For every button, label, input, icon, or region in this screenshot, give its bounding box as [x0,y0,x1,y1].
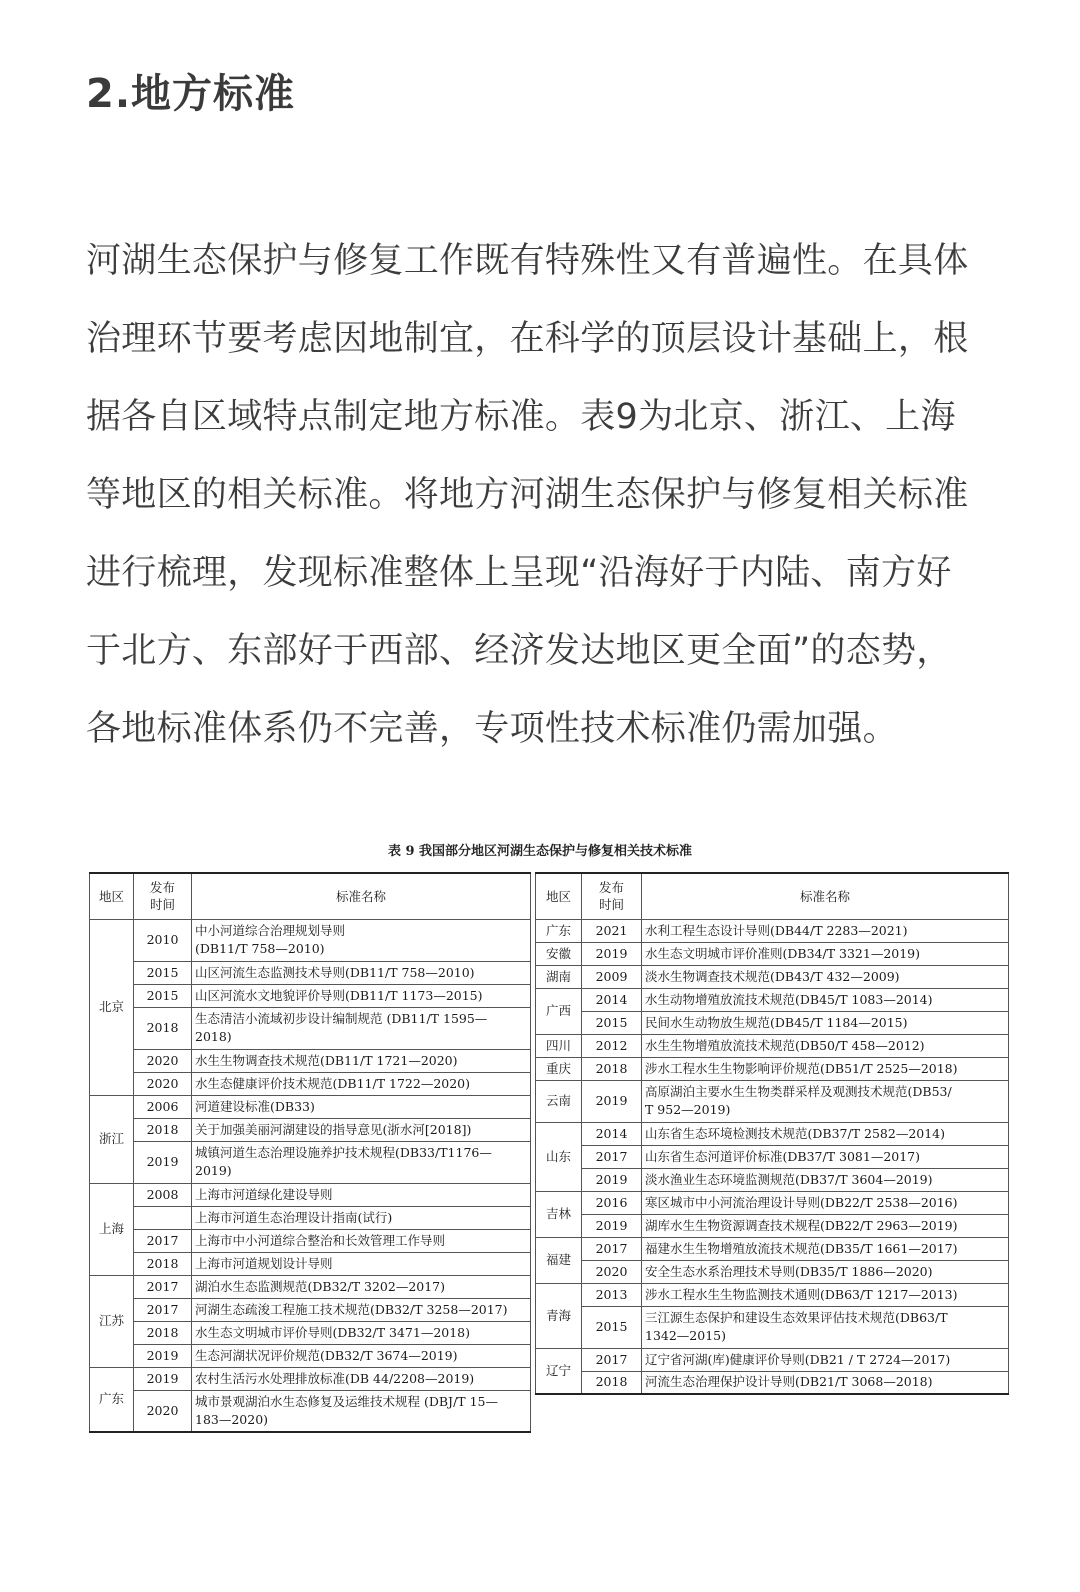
region-cell: 重庆 [536,1057,582,1080]
region-cell: 江苏 [90,1275,134,1367]
year-cell: 2017 [582,1145,642,1168]
year-cell: 2015 [582,1306,642,1348]
table-row [536,919,1009,942]
standard-name-cell: 水生生物增殖放流技术规范(DB50/T 458—2012) [642,1034,1009,1057]
table-row [536,942,1009,965]
paragraph-line: 各地标准体系仍不完善，专项性技术标准仍需加强。 [86,709,898,749]
table-row [90,1141,531,1183]
paragraph-line: 进行梳理，发现标准整体上呈现“沿海好于内陆、南方好 [86,553,952,593]
standard-name-cell: 山东省生态河道评价标准(DB37/T 3081—2017) [642,1145,1009,1168]
table-row [536,1122,1009,1145]
standards-table-right [535,872,1009,1395]
year-cell: 2019 [134,1141,192,1183]
region-cell: 湖南 [536,965,582,988]
year-cell: 2009 [582,965,642,988]
table-row [536,1168,1009,1191]
year-cell: 2015 [134,961,192,984]
region-cell: 云南 [536,1080,582,1122]
table-row [536,1034,1009,1057]
table-row [90,1390,531,1432]
body-paragraph [86,222,1026,768]
standard-name-cell: 湖库水生生物资源调查技术规程(DB22/T 2963—2019) [642,1214,1009,1237]
table-row [90,919,531,961]
header-region: 地区 [90,873,134,919]
standard-name-cell: 河道建设标准(DB33) [192,1095,531,1118]
standard-name-cell: 上海市中小河道综合整治和长效管理工作导则 [192,1229,531,1252]
standard-name-cell: 寒区城市中小河流治理设计导则(DB22/T 2538—2016) [642,1191,1009,1214]
standard-name-cell: 涉水工程水生生物影响评价规范(DB51/T 2525—2018) [642,1057,1009,1080]
year-cell: 2016 [582,1191,642,1214]
table-caption: 表 9 我国部分地区河湖生态保护与修复相关技术标准 [387,844,693,859]
paragraph-line: 等地区的相关标准。将地方河湖生态保护与修复相关标准 [86,475,969,515]
standard-name-cell: 河流生态治理保护设计导则(DB21/T 3068—2018) [642,1371,1009,1394]
region-cell: 上海 [90,1183,134,1275]
region-cell: 浙江 [90,1095,134,1183]
standard-name-cell: 上海市河道绿化建设导则 [192,1183,531,1206]
region-cell: 广东 [90,1367,134,1432]
table-row [90,1298,531,1321]
standard-name-cell: 上海市河道规划设计导则 [192,1252,531,1275]
region-cell: 安徽 [536,942,582,965]
table-row [90,1275,531,1298]
standard-name-cell: 生态河湖状况评价规范(DB32/T 3674—2019) [192,1344,531,1367]
standard-name-cell: 山区河流生态监测技术导则(DB11/T 758—2010) [192,961,531,984]
paragraph-line: 于北方、东部好于西部、经济发达地区更全面”的态势， [86,631,952,671]
table-row [90,1321,531,1344]
standard-name-cell: 中小河道综合治理规划导则 (DB11/T 758—2010) [192,919,531,961]
year-cell: 2008 [134,1183,192,1206]
region-cell: 辽宁 [536,1348,582,1394]
standard-name-cell: 福建水生生物增殖放流技术规范(DB35/T 1661—2017) [642,1237,1009,1260]
table-row [90,1367,531,1390]
standard-name-cell: 湖泊水生态监测规范(DB32/T 3202—2017) [192,1275,531,1298]
paragraph-line: 河湖生态保护与修复工作既有特殊性又有普遍性。在具体 [86,241,969,281]
year-cell: 2020 [134,1390,192,1432]
standard-name-cell: 城镇河道生态治理设施养护技术规程(DB33/T1176— 2019) [192,1141,531,1183]
paragraph-line: 据各自区域特点制定地方标准。表9为北京、浙江、上海 [86,397,956,437]
table-row [90,984,531,1007]
region-cell: 青海 [536,1283,582,1348]
table-row [90,1072,531,1095]
region-cell: 山东 [536,1122,582,1191]
table-row [90,1206,531,1229]
table-row [536,1214,1009,1237]
year-cell: 2020 [134,1049,192,1072]
year-cell: 2019 [582,1168,642,1191]
standard-name-cell: 水利工程生态设计导则(DB44/T 2283—2021) [642,919,1009,942]
table-row [90,1118,531,1141]
table-row [90,1007,531,1049]
year-cell: 2018 [134,1252,192,1275]
standard-name-cell: 水生态文明城市评价导则(DB32/T 3471—2018) [192,1321,531,1344]
year-cell: 2019 [582,1214,642,1237]
standard-name-cell: 山区河流水文地貌评价导则(DB11/T 1173—2015) [192,984,531,1007]
year-cell: 2017 [134,1275,192,1298]
year-cell: 2010 [134,919,192,961]
table-row [536,1306,1009,1348]
standard-name-cell: 山东省生态环境检测技术规范(DB37/T 2582—2014) [642,1122,1009,1145]
header-name: 标准名称 [192,873,531,919]
standard-name-cell: 民间水生动物放生规范(DB45/T 1184—2015) [642,1011,1009,1034]
year-cell: 2017 [582,1348,642,1371]
table-row [536,1371,1009,1394]
year-cell: 2018 [134,1118,192,1141]
standard-name-cell: 关于加强美丽河湖建设的指导意见(浙水河[2018]) [192,1118,531,1141]
standard-name-cell: 涉水工程水生生物监测技术通则(DB63/T 1217—2013) [642,1283,1009,1306]
year-cell [134,1206,192,1229]
standard-name-cell: 农村生活污水处理排放标准(DB 44/2208—2019) [192,1367,531,1390]
table-row [536,1011,1009,1034]
standard-name-cell: 河湖生态疏浚工程施工技术规范(DB32/T 3258—2017) [192,1298,531,1321]
standards-table-left [89,872,531,1433]
table-row [536,1080,1009,1122]
region-cell: 四川 [536,1034,582,1057]
year-cell: 2013 [582,1283,642,1306]
year-cell: 2018 [134,1007,192,1049]
table-row [536,1260,1009,1283]
year-cell: 2019 [582,942,642,965]
year-cell: 2018 [134,1321,192,1344]
standard-name-cell: 辽宁省河湖(库)健康评价导则(DB21 / T 2724—2017) [642,1348,1009,1371]
standard-name-cell: 淡水渔业生态环境监测规范(DB37/T 3604—2019) [642,1168,1009,1191]
year-cell: 2021 [582,919,642,942]
year-cell: 2020 [134,1072,192,1095]
table-row [536,965,1009,988]
table-row [90,1183,531,1206]
year-cell: 2017 [134,1229,192,1252]
table-row [90,1252,531,1275]
year-cell: 2018 [582,1371,642,1394]
year-cell: 2018 [582,1057,642,1080]
year-cell: 2017 [582,1237,642,1260]
table-row [536,1057,1009,1080]
standard-name-cell: 生态清洁小流域初步设计编制规范 (DB11/T 1595— 2018) [192,1007,531,1049]
year-cell: 2020 [582,1260,642,1283]
standard-name-cell: 水生态文明城市评价准则(DB34/T 3321—2019) [642,942,1009,965]
table-row [90,961,531,984]
region-cell: 广西 [536,988,582,1034]
year-cell: 2019 [582,1080,642,1122]
region-cell: 吉林 [536,1191,582,1237]
year-cell: 2019 [134,1344,192,1367]
region-cell: 福建 [536,1237,582,1283]
paragraph-line: 治理环节要考虑因地制宜，在科学的顶层设计基础上，根 [86,319,969,359]
header-region: 地区 [536,873,582,919]
table-row [536,1283,1009,1306]
year-cell: 2019 [134,1367,192,1390]
standard-name-cell: 水生动物增殖放流技术规范(DB45/T 1083—2014) [642,988,1009,1011]
header-year: 发布 时间 [134,873,192,919]
standard-name-cell: 水生态健康评价技术规范(DB11/T 1722—2020) [192,1072,531,1095]
standard-name-cell: 淡水生物调查技术规范(DB43/T 432—2009) [642,965,1009,988]
header-name: 标准名称 [642,873,1009,919]
region-cell: 广东 [536,919,582,942]
section-heading: 2.地方标准 [86,71,296,117]
standard-name-cell: 三江源生态保护和建设生态效果评估技术规范(DB63/T 1342—2015) [642,1306,1009,1348]
table-row [90,1229,531,1252]
year-cell: 2014 [582,988,642,1011]
table-row [536,1348,1009,1371]
standard-name-cell: 城市景观湖泊水生态修复及运维技术规程 (DBJ/T 15— 183—2020) [192,1390,531,1432]
year-cell: 2006 [134,1095,192,1118]
table-row [536,1191,1009,1214]
table-row [536,1237,1009,1260]
standard-name-cell: 水生生物调查技术规范(DB11/T 1721—2020) [192,1049,531,1072]
header-year: 发布 时间 [582,873,642,919]
table-row [536,988,1009,1011]
region-cell: 北京 [90,919,134,1095]
year-cell: 2012 [582,1034,642,1057]
standard-name-cell: 安全生态水系治理技术导则(DB35/T 1886—2020) [642,1260,1009,1283]
table-row [90,1095,531,1118]
year-cell: 2017 [134,1298,192,1321]
table-row [536,1145,1009,1168]
year-cell: 2014 [582,1122,642,1145]
table-row [90,1049,531,1072]
standard-name-cell: 上海市河道生态治理设计指南(试行) [192,1206,531,1229]
table-row [90,1344,531,1367]
year-cell: 2015 [134,984,192,1007]
year-cell: 2015 [582,1011,642,1034]
standard-name-cell: 高原湖泊主要水生生物类群采样及观测技术规范(DB53/ T 952—2019) [642,1080,1009,1122]
